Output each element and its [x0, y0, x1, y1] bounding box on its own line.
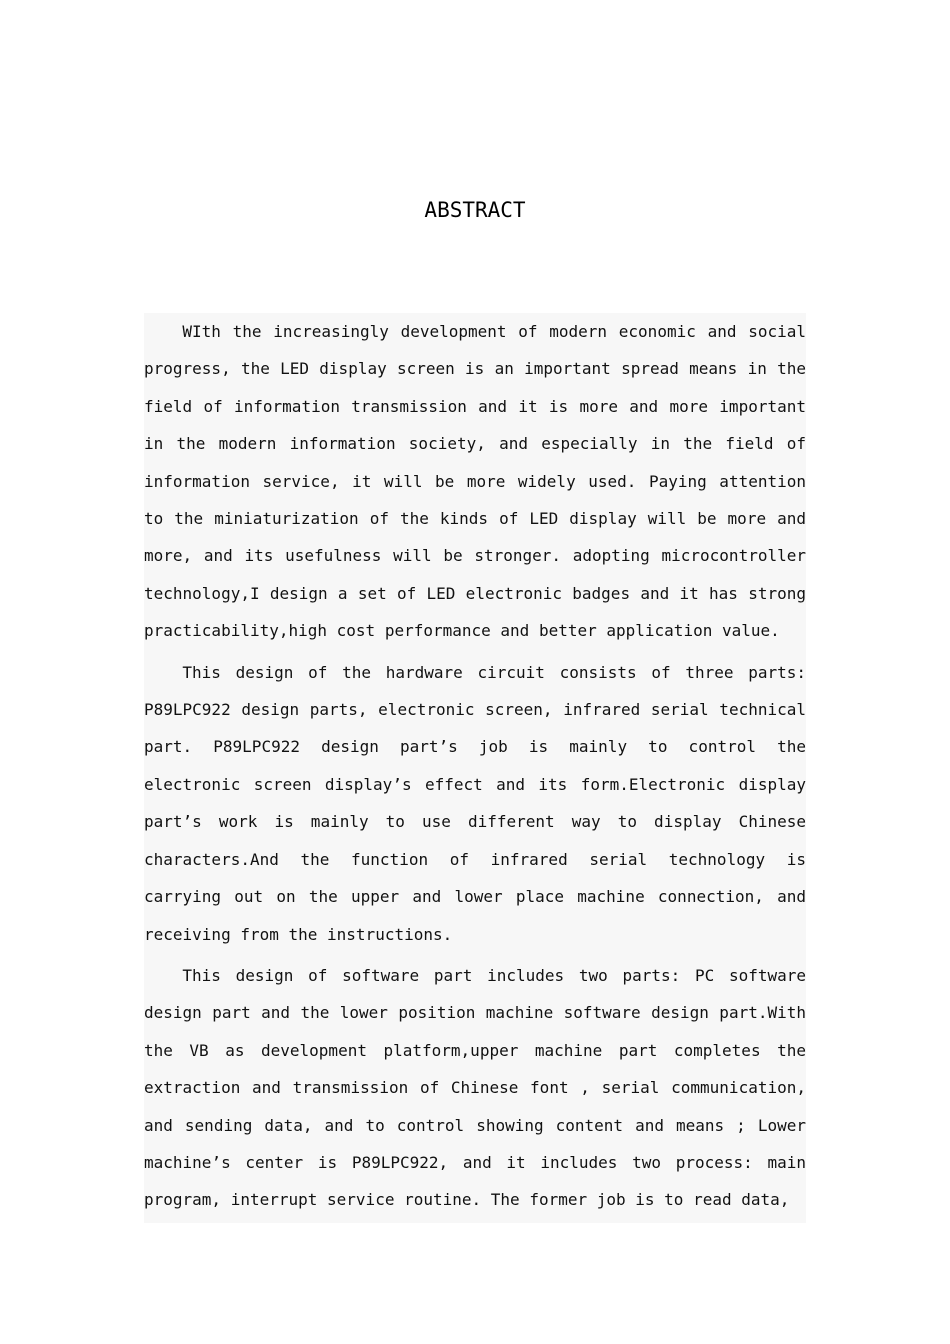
abstract-paragraph-2: This design of the hardware circuit consists of three parts: P89LPC922 design parts, electronic screen, infrared serial technical part. P89LPC922 design part’s job is mainly to control the electronic screen display’s effect and its form.Electronic display part’s work is mainly to use different way to display Chinese characters.And the function of infrared serial technology is carrying out on the upper and lower place machine connection, and receiving from the instructions. [144, 662, 806, 944]
page-title: ABSTRACT [424, 198, 526, 222]
abstract-paragraph-3: This design of software part includes two parts: PC software design part and the lower position machine software design part.With the VB as development platform,upper machine part completes the extraction and transmission of Chinese font , serial communication, and sending data, and to control showing content and means ; Lower machine’s center is P89LPC922, and it includes two process: main program, interrupt service routine. The former job is to read data, [144, 965, 806, 1210]
abstract-body [144, 313, 806, 1223]
abstract-paragraph-1: WIth the increasingly development of modern economic and social progress, the LED display screen is an important spread means in the field of information transmission and it is more and more important in the modern information society, and especially in the field of information service, it will be more widely used. Paying attention to the miniaturization of the kinds of LED display will be more and more, and its usefulness will be stronger. adopting microcontroller technology,I design a set of LED electronic badges and it has strong practicability,high cost performance and better application value. [144, 322, 806, 641]
